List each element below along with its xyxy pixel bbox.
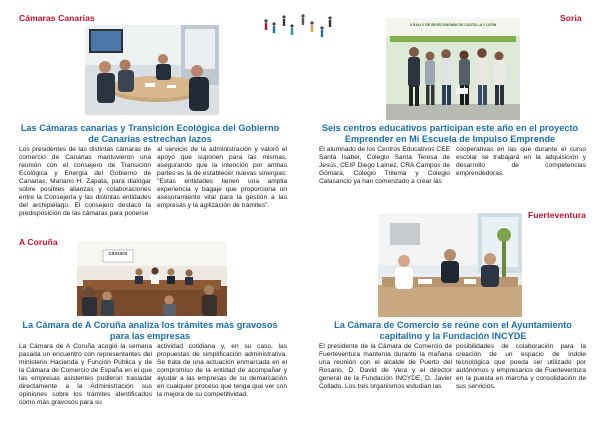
- region-label-soria: Soria: [560, 13, 582, 23]
- region-label-fuerteventura: Fuerteventura: [528, 210, 586, 220]
- headline-fuerteventura: La Cámara de Comercio se reúne con el Ayuntamiento capitalino y la Fundación INCYDE: [334, 320, 572, 341]
- headline-soria: Seis centros educativos participan este año en el proyecto Emprender en Mi Escuela de Impulso Emprende: [321, 123, 579, 144]
- body-fuerteventura-col2: posibilidades de colaboración para la creación de un espacio de índole tecnológica que pueda ser utilizado por autónomos y empresarios de Fuerteventura en la puesta en marcha y consolidación de sus servicios.: [456, 343, 586, 391]
- body-coruna-col2: actividad cotidiana y, en su caso, las propuestas de simplificación administrativa. Se trata de una actuación enmarcada en el compromiso de la entidad de acompañar y ayudar a las empresas de su demarcación en cualquier proceso que tenga que ver con la mejora de su competitividad.: [157, 343, 287, 399]
- soria-photo-banner: II RALLY DE BIOECONOMÍA DE CASTILLA Y LEÓN: [409, 23, 497, 27]
- headline-canarias: Las Cámaras canarias y Transición Ecológica del Gobierno de Canarias estrechan lazos: [20, 123, 280, 144]
- photo-soria-group: [386, 18, 520, 120]
- person-figure-icon: [264, 14, 331, 37]
- region-label-coruna: A Coruña: [19, 237, 58, 247]
- photo-coruna-meeting: [77, 242, 227, 316]
- photo-canarias-meeting: [85, 25, 219, 115]
- body-soria-col1: El alumnado de los Centros Educativos CEE Santa Isabel, Colegio Santa Teresa de Jesús, CEIP Diego Laínez, CRA Campos de Gómara, Colegio Trilema y Colegio Calasancio ya han comenzado a crear las: [319, 146, 450, 186]
- body-canarias-col1: Los presidentes de las distintas cámaras de comercio de Canarias mantuvieron una reunión con el consejero de Transición Ecológica y Energía del Gobierno de Canarias, Mariano H. Zapata, para dialogar sobre posibles alianzas y colaboraciones entre la Consejería y las distintas entidades del archipiélago. El consejero destacó la predisposición de las cámaras para ponerse: [19, 146, 151, 218]
- body-soria-col2: cooperativas en las que durante el curso escolar se trabajará en la adquisición y desarrollo de competencias emprendedoras.: [456, 146, 586, 178]
- body-fuerteventura-col1: El presidente de la Cámara de Comercio de Fuerteventura mantenía durante la mañana una reunión con el alcalde de Puerto del Rosario, D. David de Vera y el director general de la Fundación INCYDE, D. Javier Collado. Los tres organismos estudian las: [319, 343, 452, 391]
- coruna-camara-sign: cámara: [108, 251, 128, 257]
- headline-coruna: La Cámara de A Coruña analiza los trámites más gravosos para las empresas: [22, 320, 278, 341]
- body-canarias-col2: al servicio de la administración y valoró el apoyo que suponen para las mismas, asegurando que la intención por ambas partes es la de establecer nuevas sinergias: "Estas entidades tienen una amplia experiencia y bagaje que proporciona un asesoramiento vital para la gestión a las empresas y la agilización de trámites".: [157, 146, 287, 210]
- people-figures-decoration: [262, 12, 342, 38]
- region-label-canarias: Cámaras Canarias: [19, 13, 95, 23]
- photo-fuerteventura-meeting: [378, 213, 522, 317]
- body-coruna-col1: La Cámara de A Coruña acogió la semana pasada un encuentro con representantes del ministerio Hacienda y Función Pública y de la Cámara de Comercio de España en el que las empresas asistentes pudieron trasladar directamente a la Administración sus opiniones sobre los trámites identificados como más gravosos para su: [19, 343, 152, 407]
